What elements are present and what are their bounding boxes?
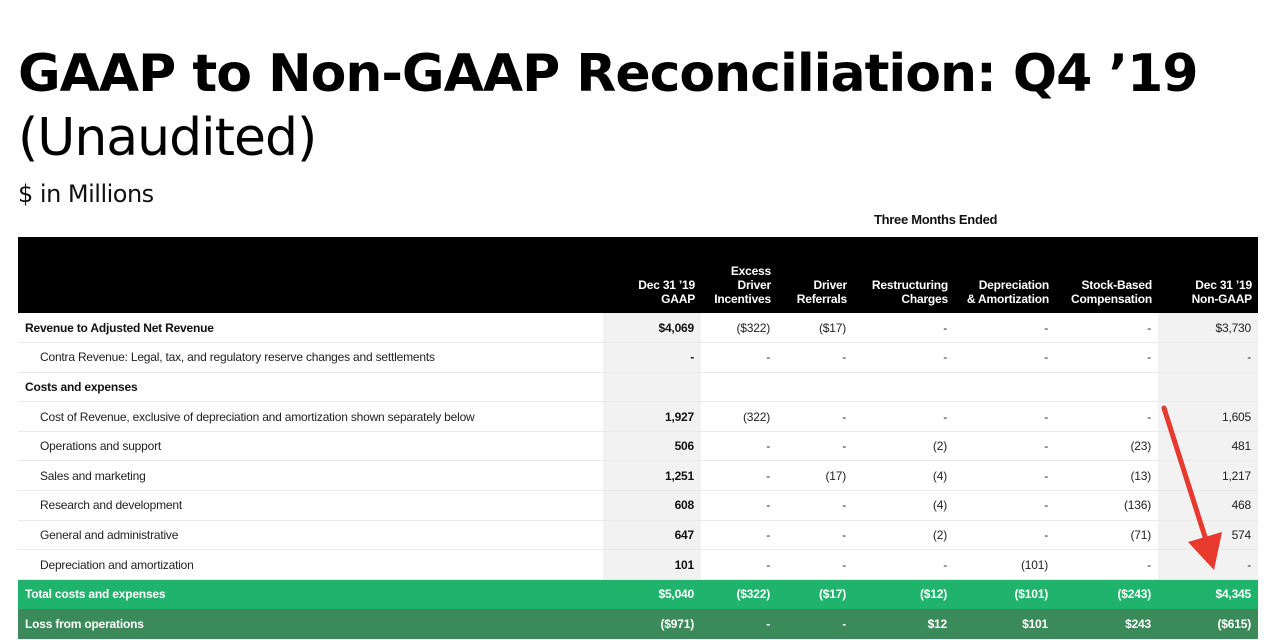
table-row-contra-revenue <box>18 343 1258 373</box>
cell-gaap <box>603 372 701 402</box>
cell-restructuring: (2) <box>853 520 954 550</box>
cell-non-gaap: 481 <box>1158 431 1258 461</box>
cell-stock-based: - <box>1055 402 1158 432</box>
cell-depreciation: - <box>954 431 1055 461</box>
cell-stock-based: - <box>1055 343 1158 373</box>
cell-restructuring: $12 <box>853 609 954 639</box>
cell-excess-driver-incentives: - <box>701 431 777 461</box>
cell-excess-driver-incentives: - <box>701 491 777 521</box>
table-body <box>18 313 1258 639</box>
cell-non-gaap: - <box>1158 343 1258 373</box>
cell-driver-referrals <box>777 372 853 402</box>
cell-driver-referrals: (17) <box>777 461 853 491</box>
period-label: Three Months Ended <box>874 212 998 227</box>
table-header <box>18 237 1258 313</box>
cell-restructuring: - <box>853 402 954 432</box>
row-label: Loss from operations <box>18 609 603 639</box>
cell-excess-driver-incentives: - <box>701 461 777 491</box>
cell-gaap: - <box>603 343 701 373</box>
header-cell-driver-referrals: Driver Referrals <box>796 278 847 306</box>
header-cell-stock-based: Stock-Based Compensation <box>1071 278 1152 306</box>
cell-driver-referrals: - <box>777 609 853 639</box>
cell-restructuring: (4) <box>853 491 954 521</box>
cell-non-gaap: 574 <box>1158 520 1258 550</box>
cell-depreciation: - <box>954 313 1055 343</box>
table-row-total-costs <box>18 579 1258 609</box>
cell-stock-based: (71) <box>1055 520 1158 550</box>
page-title: GAAP to Non-GAAP Reconciliation: Q4 ’19 <box>18 44 1198 104</box>
cell-driver-referrals: - <box>777 402 853 432</box>
cell-excess-driver-incentives: - <box>701 609 777 639</box>
cell-stock-based: ($243) <box>1055 579 1158 609</box>
cell-gaap: $4,069 <box>603 313 701 343</box>
header-cell-label <box>18 237 603 313</box>
cell-gaap: ($971) <box>603 609 701 639</box>
cell-non-gaap: - <box>1158 550 1258 580</box>
header-cell-depreciation: Depreciation & Amortization <box>966 278 1049 306</box>
cell-gaap: 1,251 <box>603 461 701 491</box>
row-label: Cost of Revenue, exclusive of depreciation and amortization shown separately below <box>18 402 603 432</box>
row-label: Operations and support <box>18 431 603 461</box>
table-row-costs-header <box>18 372 1258 402</box>
cell-depreciation <box>954 372 1055 402</box>
table-row-revenue <box>18 313 1258 343</box>
units-label: $ in Millions <box>18 180 154 208</box>
cell-non-gaap <box>1158 372 1258 402</box>
row-label: Total costs and expenses <box>18 579 603 609</box>
cell-restructuring: - <box>853 550 954 580</box>
header-cell-excess-driver-incentives: Excess Driver Incentives <box>714 264 771 306</box>
cell-stock-based: - <box>1055 313 1158 343</box>
cell-driver-referrals: ($17) <box>777 313 853 343</box>
cell-gaap: 647 <box>603 520 701 550</box>
row-label: Revenue to Adjusted Net Revenue <box>18 313 603 343</box>
cell-depreciation: - <box>954 491 1055 521</box>
cell-non-gaap: $3,730 <box>1158 313 1258 343</box>
cell-excess-driver-incentives: - <box>701 343 777 373</box>
cell-restructuring <box>853 372 954 402</box>
cell-non-gaap: 468 <box>1158 491 1258 521</box>
cell-gaap: 1,927 <box>603 402 701 432</box>
table-row-sales-marketing <box>18 461 1258 491</box>
cell-depreciation: ($101) <box>954 579 1055 609</box>
cell-restructuring: (2) <box>853 431 954 461</box>
cell-non-gaap: ($615) <box>1158 609 1258 639</box>
cell-depreciation: - <box>954 461 1055 491</box>
cell-restructuring: (4) <box>853 461 954 491</box>
page-subtitle: (Unaudited) <box>18 108 317 168</box>
cell-driver-referrals: - <box>777 520 853 550</box>
table-row-operations-support <box>18 431 1258 461</box>
cell-driver-referrals: - <box>777 491 853 521</box>
cell-depreciation: (101) <box>954 550 1055 580</box>
cell-depreciation: - <box>954 343 1055 373</box>
cell-stock-based: (23) <box>1055 431 1158 461</box>
cell-excess-driver-incentives: ($322) <box>701 313 777 343</box>
cell-driver-referrals: - <box>777 550 853 580</box>
cell-gaap: 506 <box>603 431 701 461</box>
row-label: Depreciation and amortization <box>18 550 603 580</box>
row-label: Research and development <box>18 491 603 521</box>
cell-excess-driver-incentives: - <box>701 520 777 550</box>
cell-driver-referrals: - <box>777 343 853 373</box>
header-cell-non-gaap: Dec 31 ’19 Non-GAAP <box>1191 278 1252 306</box>
row-label: Sales and marketing <box>18 461 603 491</box>
cell-stock-based: $243 <box>1055 609 1158 639</box>
cell-gaap: 101 <box>603 550 701 580</box>
cell-excess-driver-incentives: - <box>701 550 777 580</box>
cell-excess-driver-incentives: (322) <box>701 402 777 432</box>
row-label: Costs and expenses <box>18 372 603 402</box>
cell-restructuring: - <box>853 343 954 373</box>
cell-stock-based: - <box>1055 550 1158 580</box>
table-row-loss-from-operations <box>18 609 1258 639</box>
cell-depreciation: - <box>954 402 1055 432</box>
cell-driver-referrals: - <box>777 431 853 461</box>
cell-stock-based: (13) <box>1055 461 1158 491</box>
cell-driver-referrals: ($17) <box>777 579 853 609</box>
cell-stock-based: (136) <box>1055 491 1158 521</box>
cell-depreciation: - <box>954 520 1055 550</box>
cell-excess-driver-incentives: ($322) <box>701 579 777 609</box>
cell-non-gaap: $4,345 <box>1158 579 1258 609</box>
cell-restructuring: - <box>853 313 954 343</box>
table-row-cost-of-revenue <box>18 402 1258 432</box>
row-label: Contra Revenue: Legal, tax, and regulatory reserve changes and settlements <box>18 343 603 373</box>
cell-excess-driver-incentives <box>701 372 777 402</box>
cell-gaap: $5,040 <box>603 579 701 609</box>
row-label: General and administrative <box>18 520 603 550</box>
table-row-depreciation-amortization <box>18 550 1258 580</box>
header-cell-restructuring: Restructuring Charges <box>871 278 948 306</box>
cell-non-gaap: 1,605 <box>1158 402 1258 432</box>
table-row-general-administrative <box>18 520 1258 550</box>
cell-stock-based <box>1055 372 1158 402</box>
reconciliation-table <box>18 237 1258 639</box>
cell-non-gaap: 1,217 <box>1158 461 1258 491</box>
cell-gaap: 608 <box>603 491 701 521</box>
cell-restructuring: ($12) <box>853 579 954 609</box>
table-row-research-development <box>18 491 1258 521</box>
header-cell-gaap: Dec 31 ’19 GAAP <box>638 278 695 306</box>
cell-depreciation: $101 <box>954 609 1055 639</box>
